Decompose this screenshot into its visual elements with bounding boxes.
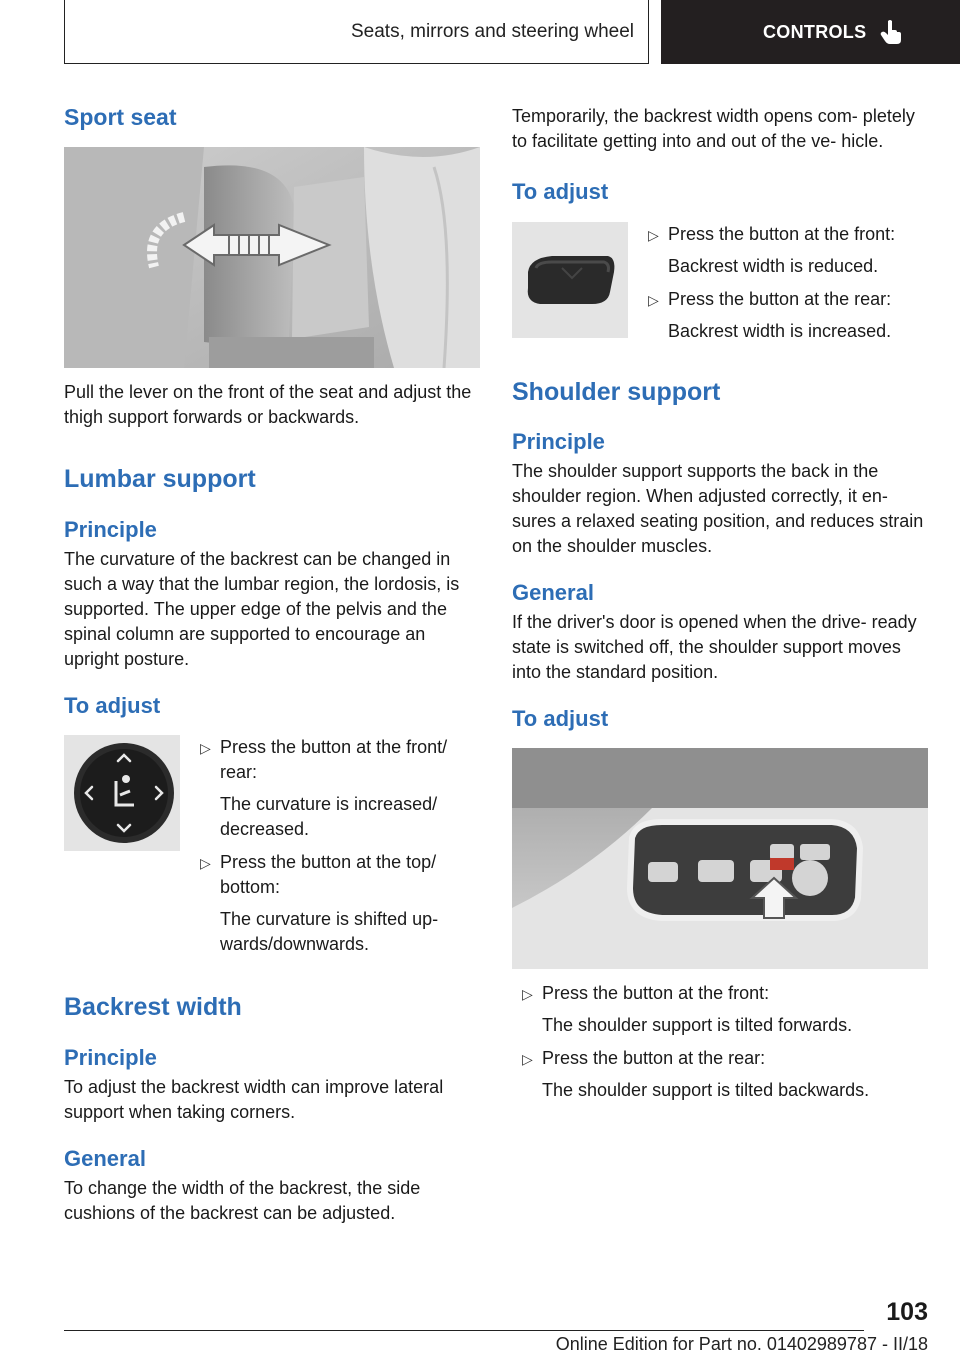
backrest-width-button-illustration bbox=[512, 222, 628, 338]
sport-seat-heading: Sport seat bbox=[64, 104, 177, 130]
result-text: The curvature is shifted up- wards/downwards. bbox=[220, 909, 439, 954]
action-text: Press the button at the rear: bbox=[542, 1048, 766, 1068]
list-item bbox=[522, 1046, 928, 1103]
triangle-bullet-icon: ▷ bbox=[522, 1051, 533, 1067]
edition-text: Online Edition for Part no. 01402989787 - II/18 bbox=[555, 1334, 928, 1354]
triangle-bullet-icon: ▷ bbox=[200, 855, 211, 871]
backrest-adjust-heading: To adjust bbox=[512, 179, 609, 204]
lumbar-support-heading: Lumbar support bbox=[64, 465, 256, 493]
list-item bbox=[648, 222, 928, 279]
seat-thigh-support-illustration bbox=[64, 147, 480, 368]
page-number: 103 bbox=[886, 1298, 928, 1326]
backrest-continued-text: Temporarily, the backrest width opens com- pletely to facilitate getting into and out of the ve- hicle. bbox=[512, 106, 915, 151]
shoulder-general-heading: General bbox=[512, 580, 594, 605]
sport-seat-text: Pull the lever on the front of the seat and adjust the thigh support forwards or backwards. bbox=[64, 382, 472, 427]
shoulder-principle-heading: Principle bbox=[512, 429, 605, 454]
header-section bbox=[64, 0, 649, 64]
list-item bbox=[200, 850, 480, 957]
lumbar-adjust-block bbox=[64, 735, 480, 965]
backrest-control-figure bbox=[512, 222, 628, 338]
section-title: Seats, mirrors and steering wheel bbox=[350, 20, 634, 42]
shoulder-support-heading: Shoulder support bbox=[512, 378, 721, 406]
seat-control-panel-illustration bbox=[512, 748, 928, 969]
result-text: The shoulder support is tilted backwards. bbox=[542, 1080, 870, 1100]
backrest-adjust-block bbox=[512, 222, 928, 352]
action-text: Press the button at the front: bbox=[668, 224, 896, 244]
backrest-principle-text: To adjust the backrest width can improve lateral support when taking corners. bbox=[64, 1077, 444, 1122]
list-item bbox=[200, 735, 480, 842]
left-column bbox=[64, 100, 480, 1226]
triangle-bullet-icon: ▷ bbox=[648, 227, 659, 243]
backrest-general-text: To change the width of the backrest, the side cushions of the backrest can be adjusted. bbox=[64, 1178, 421, 1223]
lumbar-four-way-button-illustration bbox=[64, 735, 180, 851]
footer-divider bbox=[64, 1330, 864, 1331]
action-text: Press the button at the top/ bottom: bbox=[220, 852, 437, 897]
result-text: The curvature is increased/ decreased. bbox=[220, 794, 438, 839]
list-item bbox=[522, 981, 928, 1038]
triangle-bullet-icon: ▷ bbox=[648, 292, 659, 308]
triangle-bullet-icon: ▷ bbox=[200, 740, 211, 756]
shoulder-general-text: If the driver's door is opened when the drive- ready state is switched off, the shoulder support moves into the standard position. bbox=[512, 612, 917, 682]
header-chapter bbox=[661, 0, 960, 64]
action-text: Press the button at the front/ rear: bbox=[220, 737, 448, 782]
shoulder-principle-text: The shoulder support supports the back in the shoulder region. When adjusted correctly, it en- sures a relaxed seating position, and reduces strain on the shoulder muscles. bbox=[512, 461, 924, 556]
action-text: Press the button at the rear: bbox=[668, 289, 892, 309]
action-text: Press the button at the front: bbox=[542, 983, 770, 1003]
result-text: Backrest width is reduced. bbox=[668, 256, 879, 276]
right-column bbox=[512, 104, 928, 1111]
hand-pointer-icon bbox=[880, 19, 902, 45]
shoulder-support-figure bbox=[512, 748, 928, 969]
backrest-principle-heading: Principle bbox=[64, 1045, 157, 1070]
shoulder-adjust-list bbox=[512, 981, 928, 1103]
sport-seat-figure bbox=[64, 147, 480, 368]
chapter-title: CONTROLS bbox=[763, 21, 867, 42]
lumbar-adjust-list bbox=[180, 735, 480, 965]
shoulder-adjust-heading: To adjust bbox=[512, 706, 609, 731]
lumbar-principle-heading: Principle bbox=[64, 517, 157, 542]
triangle-bullet-icon: ▷ bbox=[522, 986, 533, 1002]
lumbar-principle-text: The curvature of the backrest can be changed in such a way that the lumbar region, the lordosis, is supported. The upper edge of the pelvis and the spinal column are supported to encourage an upright posture. bbox=[64, 549, 460, 669]
result-text: Backrest width is increased. bbox=[668, 321, 892, 341]
backrest-general-heading: General bbox=[64, 1146, 146, 1171]
lumbar-adjust-heading: To adjust bbox=[64, 693, 161, 718]
list-item bbox=[648, 287, 928, 344]
result-text: The shoulder support is tilted forwards. bbox=[542, 1015, 853, 1035]
backrest-adjust-list bbox=[628, 222, 928, 352]
lumbar-control-figure bbox=[64, 735, 180, 851]
backrest-width-heading: Backrest width bbox=[64, 993, 242, 1021]
